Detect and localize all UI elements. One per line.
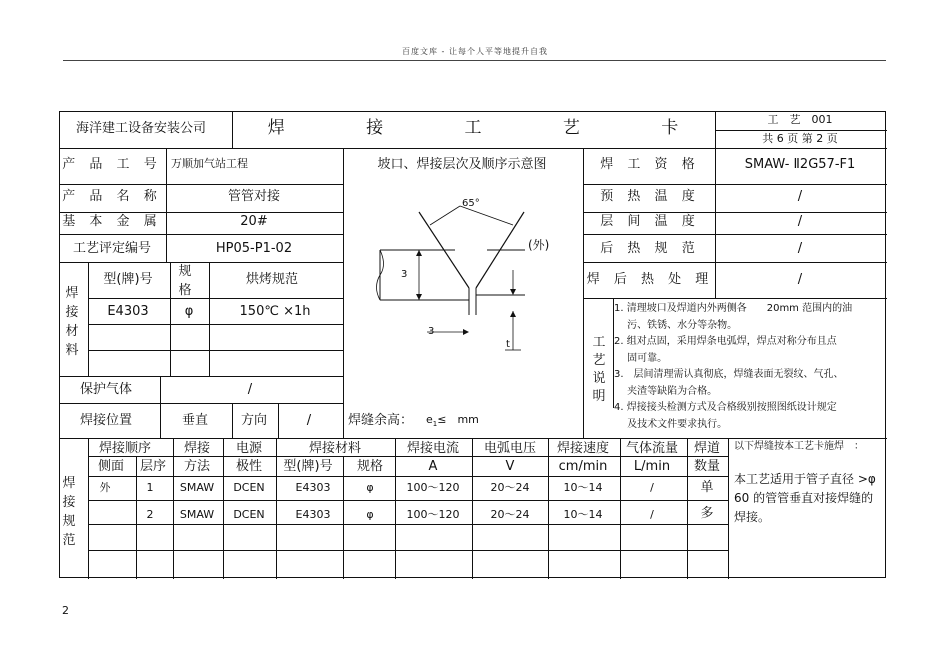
label-postheat: 后 热 规 范	[600, 241, 700, 256]
header-gas-2: L/min	[633, 459, 671, 474]
note-line: 污、铁锈、水分等杂物。	[614, 319, 738, 331]
header-voltage-2: V	[505, 459, 515, 474]
spec-note-head: 以下焊缝按本工艺卡施焊 ：	[734, 441, 864, 452]
row1-spec: φ	[366, 481, 374, 494]
grid-line	[276, 438, 277, 579]
grid-line	[278, 403, 279, 438]
note-line: 2. 组对点固，采用焊条电弧焊，焊点对称分布且点	[614, 336, 837, 347]
label-shield-gas: 保护气体	[79, 382, 133, 397]
grid-line	[60, 376, 343, 377]
grid-line	[343, 148, 344, 438]
grid-line	[60, 234, 343, 235]
label-pqr-no: 工艺评定编号	[72, 241, 152, 256]
grid-line	[583, 234, 887, 235]
grid-line	[88, 438, 89, 579]
reinforcement-sub: 1	[432, 420, 438, 429]
row2-current: 100～120	[406, 508, 460, 521]
label-base-metal: 基 本 金 属	[62, 214, 162, 229]
label-welder-qual: 焊 工 资 格	[600, 157, 700, 172]
row2-spec: φ	[366, 508, 374, 521]
page-header: 百度文库 - 让每个人平等地提升自我	[402, 47, 548, 56]
value-direction: /	[306, 413, 312, 428]
note-line: 夹渣等缺陷为合格。	[614, 385, 718, 397]
grid-line	[60, 438, 887, 439]
header-weld-material: 焊接材料	[308, 441, 362, 456]
row2-layer: 2	[146, 508, 154, 521]
row1-layer: 1	[146, 481, 154, 494]
grid-line	[343, 456, 344, 579]
grid-line	[687, 438, 688, 579]
grid-line	[583, 212, 887, 213]
diagram-thickness: t	[506, 339, 510, 350]
grid-line	[395, 438, 396, 579]
diagram-outside-label: (外)	[528, 238, 550, 252]
row2-polarity: DCEN	[233, 508, 265, 521]
grid-line	[88, 298, 343, 299]
grid-line	[583, 262, 887, 263]
header-speed-2: cm/min	[558, 459, 608, 474]
grid-line	[88, 476, 728, 477]
value-pwht: /	[797, 272, 803, 287]
value-interpass: /	[797, 214, 803, 229]
value-postheat: /	[797, 241, 803, 256]
row2-gas: /	[650, 508, 654, 521]
header-material-model: 型(牌)号	[103, 272, 153, 287]
card-title: 焊 接 工 艺 卡	[267, 118, 717, 138]
grid-line	[60, 262, 343, 263]
header-bake: 烘烤规范	[245, 272, 299, 287]
header-method-2: 方法	[183, 459, 211, 474]
row2-model: E4303	[295, 508, 331, 521]
header-passes-2: 数量	[693, 459, 721, 474]
row1-side: 外	[99, 481, 111, 494]
label-direction: 方向	[240, 413, 268, 428]
header-spec: 规格	[356, 459, 384, 474]
row1-method: SMAW	[179, 481, 215, 494]
header-side: 侧面	[97, 459, 125, 474]
material-side-label: 焊接材料	[65, 286, 79, 358]
note-line: 及技术文件要求执行。	[614, 418, 728, 430]
row2-passes: 多	[700, 506, 714, 521]
row2-method: SMAW	[179, 508, 215, 521]
header-current-1: 焊接电流	[406, 441, 460, 456]
diagram-gap: 3	[428, 326, 435, 337]
note-line: 固可靠。	[614, 352, 668, 364]
grid-line	[583, 148, 584, 438]
grid-line	[136, 456, 137, 579]
grid-line	[88, 524, 728, 525]
page-count: 共 6 页 第 2 页	[762, 132, 838, 145]
reinforcement-rest: ≤ mm	[437, 413, 479, 426]
spec-remark: 本工艺适用于管子直径 >φ 60 的管管垂直对接焊缝的焊接。	[734, 472, 876, 524]
header-model: 型(牌)号	[283, 459, 333, 474]
row1-model: E4303	[295, 481, 331, 494]
header-voltage-1: 电弧电压	[483, 441, 537, 456]
grid-line	[232, 112, 233, 148]
grid-line	[548, 438, 549, 579]
header-passes-1: 焊道	[693, 441, 721, 456]
grid-line	[209, 262, 210, 376]
header-layer: 层序	[139, 459, 167, 474]
grid-line	[715, 130, 887, 131]
note-line: 1. 清理坡口及焊道内外两侧各 20mm 范围内的油	[614, 303, 853, 314]
material-bake: 150℃ ×1h	[239, 304, 311, 319]
grid-line	[166, 148, 167, 262]
header-polarity-2: 极性	[235, 459, 263, 474]
note-line: 4. 焊接接头检测方式及合格级别按照图纸设计规定	[614, 402, 837, 413]
page-number: 2	[62, 604, 69, 617]
row1-gas: /	[650, 481, 654, 494]
grid-line	[223, 438, 224, 579]
row1-current: 100～120	[406, 481, 460, 494]
header-method-1: 焊接	[183, 441, 211, 456]
row1-voltage: 20～24	[490, 481, 530, 494]
label-pwht: 焊 后 热 处 理	[586, 272, 714, 287]
grid-line	[60, 212, 343, 213]
grid-line	[472, 438, 473, 579]
row1-speed: 10～14	[563, 481, 603, 494]
grid-line	[232, 403, 233, 438]
label-position: 焊接位置	[79, 413, 133, 428]
reinforcement-symbol: e	[426, 413, 433, 426]
material-model: E4303	[107, 304, 149, 319]
process-side-label: 工艺说明	[592, 335, 606, 404]
grid-line	[88, 324, 343, 325]
row2-speed: 10～14	[563, 508, 603, 521]
header-gas-1: 气体流量	[625, 441, 679, 456]
header-polarity-1: 电源	[235, 441, 263, 456]
row1-polarity: DCEN	[233, 481, 265, 494]
reinforcement-spec	[426, 414, 479, 428]
label-interpass: 层 间 温 度	[600, 214, 700, 229]
row2-voltage: 20～24	[490, 508, 530, 521]
grid-line	[170, 262, 171, 376]
label-reinforcement: 焊缝余高：	[348, 413, 414, 428]
value-preheat: /	[797, 189, 803, 204]
process-notes	[614, 301, 886, 433]
value-product-name: 管管对接	[227, 189, 281, 204]
value-shield-gas: /	[247, 382, 253, 397]
value-position: 垂直	[181, 413, 209, 428]
diagram-angle: 65°	[462, 198, 480, 209]
grid-line	[88, 350, 343, 351]
value-base-metal: 20#	[240, 214, 268, 229]
value-product-no: 万顺加气站工程	[171, 157, 248, 170]
label-product-name: 产 品 名 称	[62, 189, 162, 204]
company-name: 海洋建工设备安装公司	[76, 121, 207, 136]
material-spec: φ	[184, 304, 194, 319]
grid-line	[60, 403, 343, 404]
process-number: 工 艺 001	[767, 113, 833, 126]
value-welder-qual: SMAW- Ⅱ2G57-F1	[744, 157, 856, 172]
label-preheat: 预 热 温 度	[600, 189, 700, 204]
grid-line	[160, 403, 161, 438]
grid-line	[60, 148, 887, 149]
row1-passes: 单	[700, 480, 714, 495]
header-speed-1: 焊接速度	[556, 441, 610, 456]
grid-line	[88, 262, 89, 376]
grid-line	[583, 298, 887, 299]
grid-line	[88, 456, 728, 457]
value-pqr-no: HP05-P1-02	[215, 241, 293, 256]
grid-line	[160, 376, 161, 403]
grid-line	[88, 550, 728, 551]
grid-line	[715, 148, 716, 298]
label-product-no: 产 品 工 号	[62, 157, 162, 172]
grid-line	[728, 438, 729, 579]
diagram-height: 3	[401, 269, 408, 280]
header-material-spec: 规格	[178, 264, 192, 298]
grid-line	[173, 438, 174, 579]
grid-line	[620, 438, 621, 579]
grid-line	[88, 500, 728, 501]
header-order: 焊接顺序	[98, 441, 152, 456]
header-current-2: A	[428, 459, 438, 474]
header-rule	[63, 60, 886, 61]
diagram-title: 坡口、焊接层次及顺序示意图	[377, 157, 547, 172]
note-line: 3. 层间清理需认真彻底，焊缝表面无裂纹、气孔、	[614, 369, 844, 380]
grid-line	[60, 184, 343, 185]
grid-line	[583, 184, 887, 185]
spec-side-label: 焊接规范	[62, 476, 76, 548]
